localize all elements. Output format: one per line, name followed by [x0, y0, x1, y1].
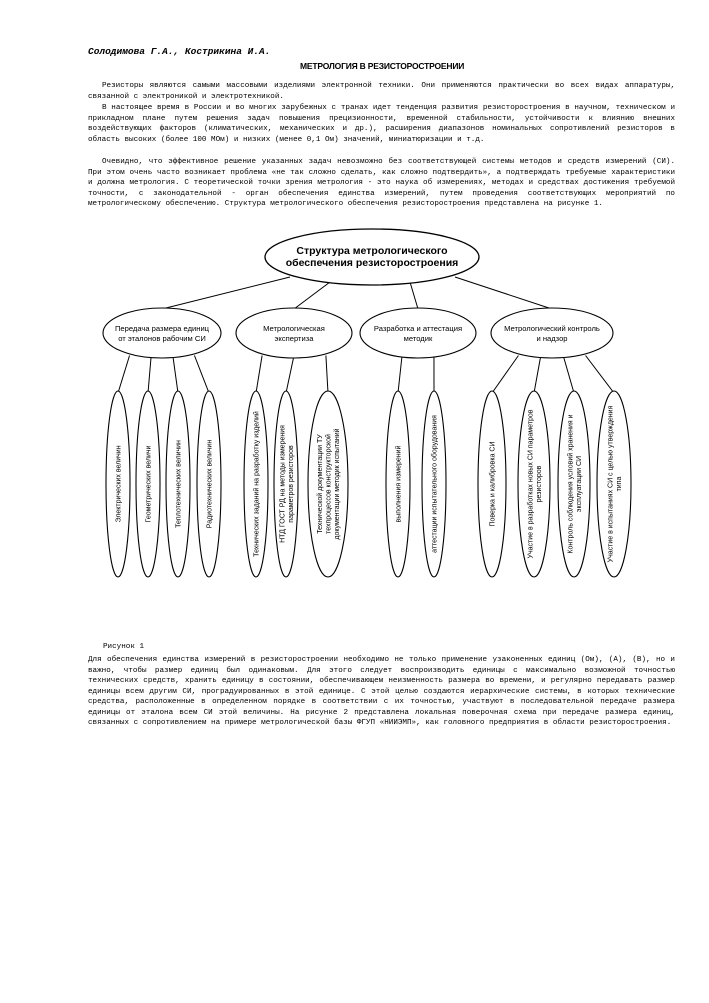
branch-node-label-line: и надзор — [536, 334, 568, 343]
leaf-node-label-group — [116, 445, 123, 522]
connector-branch-leaf — [534, 356, 541, 394]
branch-node-label — [115, 324, 210, 343]
leaf-node-label — [489, 441, 497, 526]
leaf-node-label-line: параметров резисторов — [287, 445, 295, 523]
leaf-node-label-line: типа — [615, 476, 623, 492]
branch-node-label-line: экспертиза — [274, 334, 314, 343]
leaf-node-label-line: техпроцессов конструкторской — [325, 434, 333, 534]
leaf-node-label — [207, 440, 214, 529]
leaf-node-label-group — [207, 440, 214, 529]
paragraph-metrology: Очевидно, что эффективное решение указанных задач невозможно без соответствующей системы методов и средств измерений (СИ). При этом очень часто возникает проблема «не так сложно сделать, как сложно подтвердить», а подтверждать требуемые характеристики и должна метрология. С теоретической точки зрения метрология - это наука об измерениях, методах и средствах достижения требуемой точности, с законодательной - орган обеспечения единства измерений, путем проведения соответствующих мероприятий по метрологическому обеспечению. Структура метрологического обеспечения резисторостроения представлена на рисунке 1. — [88, 158, 675, 208]
leaf-node-label — [116, 445, 123, 522]
leaf-node-label — [431, 415, 439, 553]
leaf-node-label-group — [316, 428, 341, 539]
leaf-node-label-line: Поверка и калибровка СИ — [489, 441, 497, 527]
leaf-node-label-line: документации методик испытаний — [334, 428, 341, 540]
connector-branch-leaf — [118, 356, 130, 394]
connector-branch-leaf — [194, 356, 209, 394]
branch-node-label-line: Метрологический контроль — [504, 324, 600, 333]
connector-branch-leaf — [173, 356, 178, 394]
leaf-node-label-group — [431, 415, 439, 553]
figure-caption: Рисунок 1 — [103, 643, 145, 651]
root-node-label — [286, 245, 459, 269]
branch-node-2 — [236, 308, 352, 358]
leaf-node-label-line: Электрических величин — [115, 445, 123, 523]
leaf-node-label-line: Технической документации ТУ — [317, 434, 324, 534]
leaf-node-label — [253, 411, 261, 557]
connector-root-branch-3 — [410, 282, 418, 309]
connector-root-branch-2 — [294, 282, 330, 309]
leaf-node-label — [176, 440, 183, 528]
branch-node-label-line: Метрологическая — [263, 324, 325, 333]
authors: Солодимова Г.А., Кострикина И.А. — [88, 46, 271, 57]
connector-branch-leaf — [563, 356, 574, 394]
connector-branch-leaf — [256, 356, 262, 394]
root-node-label-line: Структура метрологического — [296, 245, 448, 257]
leaf-node-label-group — [395, 445, 403, 522]
leaf-node-label-group — [176, 440, 183, 528]
branch-node-1 — [103, 308, 221, 358]
article-title: МЕТРОЛОГИЯ В РЕЗИСТОРОСТРОЕНИИ — [300, 61, 465, 71]
paragraph-unit-transfer: Для обеспечения единства измерений в резисторостроении необходимо не только применение узаконенных единиц (Ом), (А), (В), но и важно, чтобы размер единиц был одинаковым. Для этого следует воспроизводить единицы с максимально возможной точностью технических средств, хранить единицу в состоянии, обеспечивающем неизменность размера во времени, и регулярно передавать размер единицы всем другим СИ, проградуированных в этой единице. С этой целью создаются иерархические системы, в которых технические средства, расположенные в определенном порядке в соответствии с их точностью, участвуют в последовательной передаче размера единицы от эталона всем СИ этой величины. На рисунке 2 представлена локальная поверочная схема при передаче размера единиц, связанных с сопротивлением на примере метрологической базы ФГУП «НИИЭМП», как головного предприятия в области резисторостроения. — [88, 656, 675, 727]
connector-branch-leaf — [148, 356, 151, 394]
leaf-node-label-line: Технических заданий на разработку изделий — [253, 411, 261, 557]
connector-branch-leaf — [326, 356, 328, 394]
leaf-node-label-line: Радиотехнических величин — [206, 439, 214, 529]
leaf-node-label-line: Участие в разработках новых СИ параметров — [527, 409, 535, 559]
connector-branch-leaf — [398, 356, 402, 394]
leaf-node-label-line: эксплуатации СИ — [575, 455, 583, 513]
branch-node-label-line: от эталонов рабочим СИ — [118, 334, 206, 343]
leaf-node-label — [146, 445, 153, 522]
paragraph-trends: В настоящее время в России и во многих зарубежных с транах идет тенденция развития резисторостроения в научном, техническом и прикладном плане путем решения задач повышения прецизионности, временной стабильности, устойчивости к влиянию внешних воздействующих факторов (климатических, механических и др.), расширения диапазонов номинальных сопротивлений резисторов в область высоких (более 100 МОм) и низких (менее 0,1 Ом) значений, миниатюризации и т.д. — [88, 104, 675, 144]
root-node-label-line: обеспечения резисторостроения — [285, 257, 459, 269]
connector-branch-leaf — [286, 356, 294, 394]
leaf-node-label-line: аттестации испытательного оборудования — [431, 415, 439, 553]
paragraph-intro: Резисторы являются самыми массовыми изделиями электронной техники. Они применяются практически во всех видах аппаратуры, связанной с электроникой и электротехникой. — [88, 82, 675, 101]
leaf-node-label-group — [146, 445, 153, 522]
connector-branch-leaf — [492, 356, 518, 394]
leaf-node-label-line: Геометрических величи — [145, 445, 153, 523]
connector-branch-leaf — [586, 356, 614, 394]
leaf-node-label-group — [489, 441, 497, 526]
branch-node-3 — [360, 308, 476, 358]
leaf-node-label-line: выполнения измерений — [395, 445, 403, 523]
branch-node-label-line: методик — [403, 334, 433, 343]
leaf-node-label-line: Контроль соблюдения условий хранения и — [567, 414, 575, 554]
leaf-node-label-line: НТД ГОСТ РД на методы измерения — [279, 425, 287, 543]
leaf-node-label-line: Теплотехнических величин — [175, 440, 183, 528]
branch-node-label-line: Передача размера единиц — [114, 324, 210, 333]
branch-node-label-line: Разработка и аттестация — [373, 324, 463, 333]
leaf-node-label — [316, 428, 341, 539]
leaf-node-label — [395, 445, 403, 522]
connector-root-branch-4 — [455, 277, 552, 309]
leaf-node-label-group — [253, 411, 261, 557]
connector-root-branch-1 — [162, 277, 290, 309]
leaf-node-label-line: резисторов — [535, 465, 543, 503]
branch-node-4 — [491, 308, 613, 358]
leaf-node-label-line: Участие в испытаниях СИ с целью утверждения — [607, 405, 615, 563]
